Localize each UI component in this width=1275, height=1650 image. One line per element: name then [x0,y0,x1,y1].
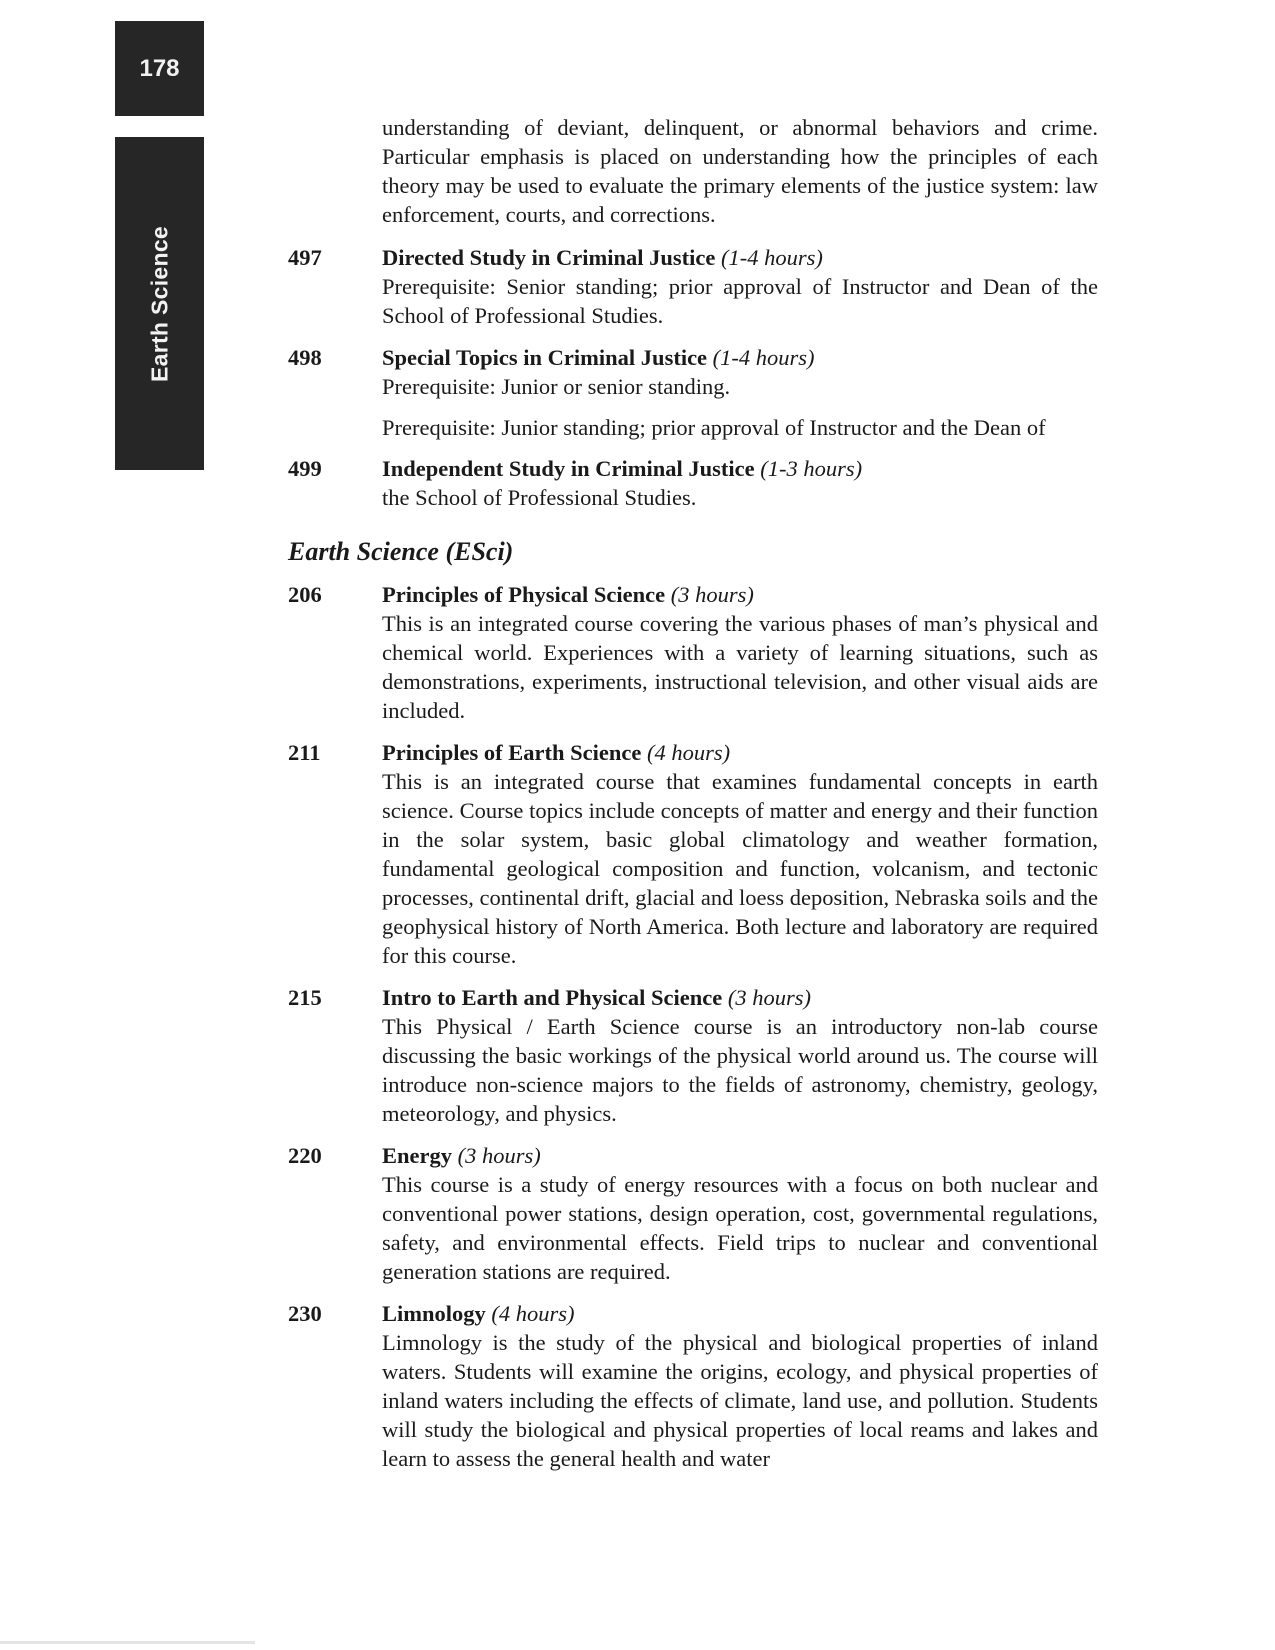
course-title: Directed Study in Criminal Justice [382,245,716,270]
course-number: 206 [288,582,322,607]
course-title: Energy [382,1143,452,1168]
course-description: Limnology is the study of the physical and biological properties of inland waters. Students will examine the origins, ecology, and physical properties of inland waters including the effects of climate, land use, and pollution. Students will study the biological and physical properties of local reams and lakes and learn to assess the general health and water [382,1330,1098,1471]
course-hours: (4 hours) [646,740,731,765]
course-hours: (1-4 hours) [720,245,823,270]
misplaced-prerequisite-line: Prerequisite: Junior standing; prior approval of Instructor and the Dean of [382,415,1046,440]
course-heading [382,580,1098,609]
course-heading [382,343,1098,372]
course-entry-220 [288,1141,1098,1286]
continuation-paragraph: understanding of deviant, delinquent, or abnormal behaviors and crime. Particular emphasis is placed on understanding how the principles of each theory may be used to evaluate the primary elements of the justice system: law enforcement, courts, and corrections. [382,115,1098,227]
footer-rule [0,1641,255,1644]
course-hours: (3 hours) [670,582,754,607]
course-number: 230 [288,1301,322,1326]
page-content [288,113,1098,1486]
course-title: Principles of Earth Science [382,740,642,765]
course-number: 499 [288,456,322,481]
course-description: Prerequisite: Senior standing; prior approval of Instructor and Dean of the School of Professional Studies. [382,274,1098,328]
course-entry-206 [288,580,1098,725]
course-title: Independent Study in Criminal Justice [382,456,755,481]
course-title: Principles of Physical Science [382,582,666,607]
course-number: 220 [288,1143,322,1168]
section-side-tab [115,137,204,470]
course-heading [382,1141,1098,1170]
course-description: This is an integrated course that examines fundamental concepts in earth science. Course topics include concepts of matter and energy and their function in the solar system, basic global climatology and weather formation, fundamental geological composition and function, volcanism, and tectonic processes, continental drift, glacial and loess deposition, Nebraska soils and the geophysical history of North America. Both lecture and laboratory are required for this course. [382,769,1098,968]
course-number: 211 [288,740,321,765]
course-description: This course is a study of energy resources with a focus on both nuclear and conventional power stations, design operation, cost, governmental regulations, safety, and environmental effects. Field trips to nuclear and conventional generation stations are required. [382,1172,1098,1284]
course-hours: (1-3 hours) [760,456,863,481]
section-heading: Earth Science (ESci) [288,537,514,566]
course-hours: (4 hours) [491,1301,575,1326]
course-description: This is an integrated course covering the various phases of man’s physical and chemical world. Experiences with a variety of learning situations, such as demonstrations, experiments, instructional television, and other visual aids are included. [382,611,1098,723]
course-entry-497 [288,243,1098,330]
course-title: Intro to Earth and Physical Science [382,985,723,1010]
course-description: This Physical / Earth Science course is an introductory non-lab course discussing the basic workings of the physical world around us. The course will introduce non-science majors to the fields of astronomy, chemistry, geology, meteorology, and physics. [382,1014,1098,1126]
course-entry-499 [288,454,1098,512]
course-heading [382,983,1098,1012]
course-heading [382,454,1098,483]
page-number: 178 [139,54,180,82]
course-title: Special Topics in Criminal Justice [382,345,708,370]
course-heading [382,243,1098,272]
course-entry-498 [288,343,1098,401]
course-heading [382,738,1098,767]
course-entry-230 [288,1299,1098,1473]
course-number: 215 [288,985,322,1010]
course-hours: (1-4 hours) [712,345,815,370]
course-description: Prerequisite: Junior or senior standing. [382,374,731,399]
section-tab-label: Earth Science [146,225,172,382]
course-description: the School of Professional Studies. [382,485,697,510]
course-hours: (3 hours) [457,1143,541,1168]
course-title: Limnology [382,1301,486,1326]
course-number: 497 [288,245,322,270]
course-entry-215 [288,983,1098,1128]
course-heading [382,1299,1098,1328]
course-hours: (3 hours) [727,985,811,1010]
course-number: 498 [288,345,322,370]
page-number-tab [115,21,204,116]
course-entry-211 [288,738,1098,970]
